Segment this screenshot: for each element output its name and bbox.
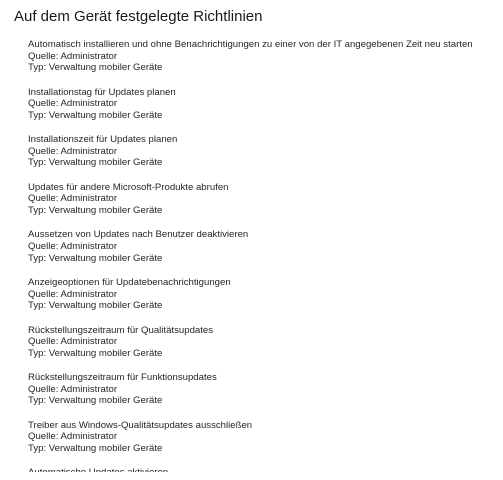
policy-name: Installationszeit für Updates planen xyxy=(28,134,178,146)
policy-item xyxy=(28,87,498,135)
policy-source: Quelle: Administrator xyxy=(28,336,118,348)
policy-type: Typ: Verwaltung mobiler Geräte xyxy=(28,395,163,407)
policy-name: Automatisch installieren und ohne Benachrichtigungen zu einer von der IT angegebenen Zeit neu starten xyxy=(28,39,473,50)
policy-type: Typ: Verwaltung mobiler Geräte xyxy=(28,62,163,74)
policy-item xyxy=(28,277,498,325)
policy-item xyxy=(28,372,498,420)
policy-list xyxy=(28,39,498,480)
policy-name: Anzeigeoptionen für Updatebenachrichtigungen xyxy=(28,276,231,288)
policy-item xyxy=(28,229,498,277)
policy-name: Rückstellungszeitraum für Funktionsupdates xyxy=(28,372,217,384)
policy-type: Typ: Verwaltung mobiler Geräte xyxy=(28,347,163,359)
policy-name: Updates für andere Microsoft-Produkte abrufen xyxy=(28,181,229,193)
policy-type: Typ: Verwaltung mobiler Geräte xyxy=(28,109,163,121)
policy-name: Treiber aus Windows-Qualitätsupdates ausschließen xyxy=(28,419,253,431)
policy-name: Aussetzen von Updates nach Benutzer deaktivieren xyxy=(28,229,249,241)
policy-type: Typ: Verwaltung mobiler Geräte xyxy=(28,204,163,216)
policy-source: Quelle: Administrator xyxy=(28,383,118,395)
policy-type: Typ: Verwaltung mobiler Geräte xyxy=(28,442,163,454)
policy-type: Typ: Verwaltung mobiler Geräte xyxy=(28,252,163,264)
policy-item xyxy=(28,420,498,468)
policy-type: Typ: Verwaltung mobiler Geräte xyxy=(28,157,163,169)
policy-item xyxy=(28,134,498,182)
policy-item xyxy=(28,182,498,230)
page-title: Auf dem Gerät festgelegte Richtlinien xyxy=(14,8,263,25)
policy-item xyxy=(28,325,498,373)
policy-source: Quelle: Administrator xyxy=(28,50,118,62)
policy-item xyxy=(28,39,498,87)
policy-source: Quelle: Administrator xyxy=(28,145,118,157)
policy-type: Typ: Verwaltung mobiler Geräte xyxy=(28,300,163,312)
policy-name: Installationstag für Updates planen xyxy=(28,86,176,98)
policy-source: Quelle: Administrator xyxy=(28,431,118,443)
policy-source: Quelle: Administrator xyxy=(28,240,118,252)
policy-source: Quelle: Administrator xyxy=(28,288,118,300)
policy-name: Rückstellungszeitraum für Qualitätsupdates xyxy=(28,324,214,336)
policy-source: Quelle: Administrator xyxy=(28,193,118,205)
policy-source: Quelle: Administrator xyxy=(28,98,118,110)
bottom-edge xyxy=(0,472,503,480)
